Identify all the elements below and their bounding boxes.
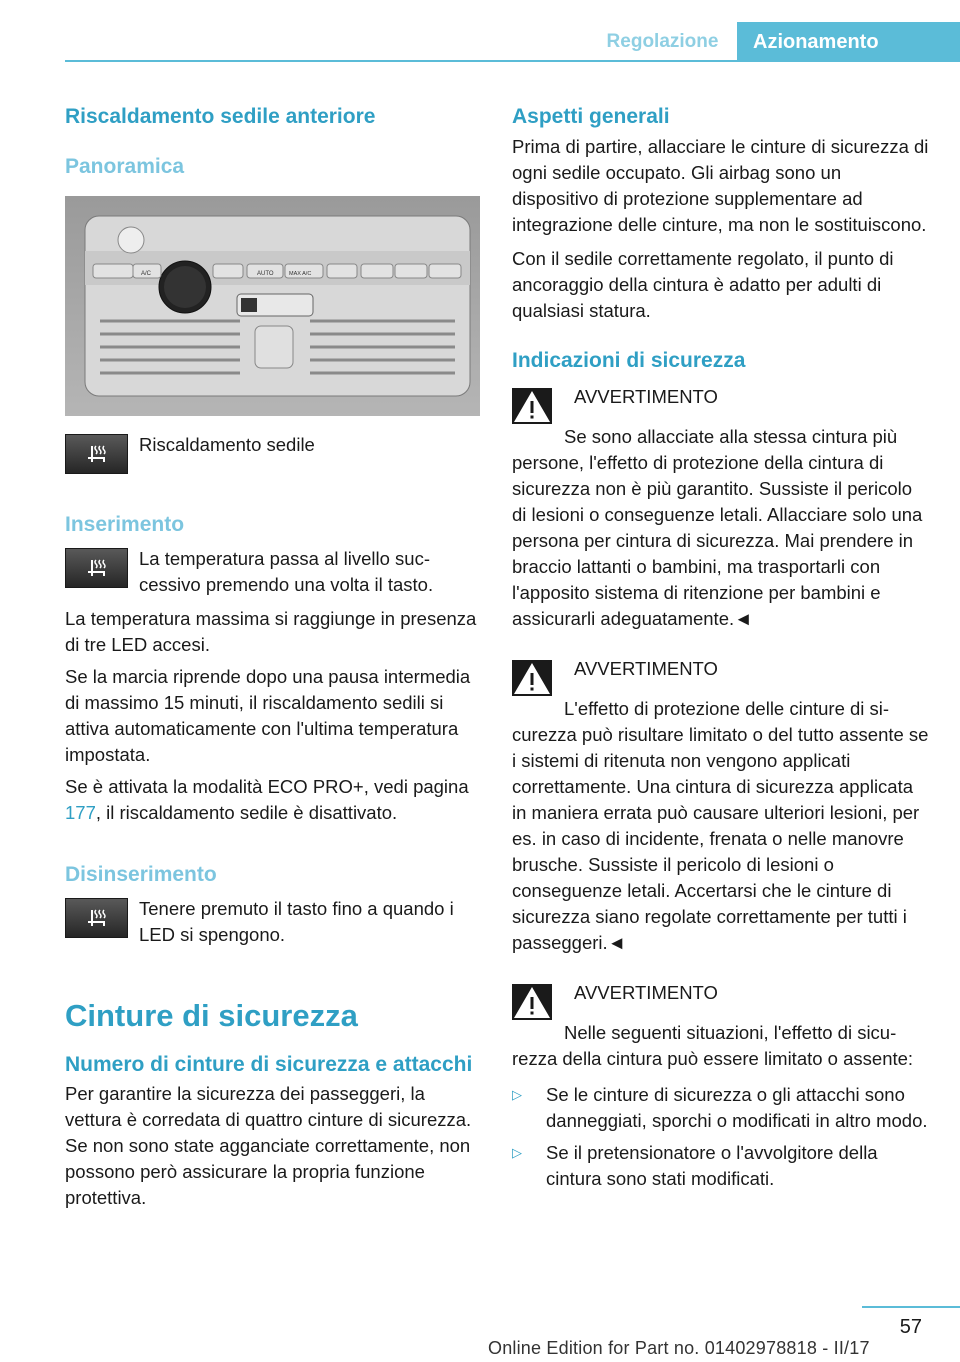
warning-text-1: Se sono allacciate alla stessa cintura più persone, l'effetto di protezione della cintura di sicurezza non è più garantito. Sussiste il pericolo di lesioni o conseguenze letali. Allacciare solo una persona per cintura di sicurezza. Mai prendere in braccio lattanti o bambini, ma trasportarli con l'apposito sistema di ritenzione per bambini e assicurarli adeguatamente.◄ (512, 426, 923, 629)
seat-heat-icon (84, 906, 110, 930)
header-rule (65, 60, 960, 62)
seat-heating-button-icon (65, 548, 128, 588)
warning-triangle-icon (512, 984, 552, 1020)
bullet-text-2: Se il pretensionatore o l'avvolgitore della cintura sono stati modificati. (546, 1142, 878, 1189)
heading-cinture: Cinture di sicurezza (65, 998, 358, 1033)
list-item (512, 1082, 930, 1134)
bullet-triangle-icon: ▷ (512, 1145, 522, 1160)
seat-heating-button-icon (65, 898, 128, 938)
heading-inserimento: Inserimento (65, 513, 185, 536)
warning-block-2 (512, 656, 930, 956)
climate-panel-illustration (65, 196, 480, 416)
seat-heating-caption-row (65, 434, 480, 474)
inserimento-row (65, 548, 480, 598)
warning-icon (512, 388, 552, 424)
disinserimento-text: Tenere premuto il tasto fino a quando i LED si spengono. (139, 898, 454, 945)
warning-triangle-icon (512, 660, 552, 696)
heading-numero-cinture: Numero di cinture di sicurezza e attacchi (65, 1053, 473, 1076)
tab-regolazione[interactable]: Regolazione (606, 31, 719, 52)
warning-text-3: Nelle seguenti situazioni, l'effetto di sicurezza della cintura può essere limitato o assente: (512, 1022, 914, 1069)
seat-heat-icon (84, 442, 110, 466)
warning-triangle-icon (512, 388, 552, 424)
numero-cinture-text: Per garantire la sicurezza dei passeggeri, la vettura è corredata di quattro cinture di sicurezza. Se non sono state agganciate correttamente, non possono però assicurare la propria funzione protettiva. (65, 1083, 472, 1208)
warning-icon (512, 660, 552, 696)
inserimento-p3-a: Se è attivata la modalità ECO PRO+, vedi pagina (65, 776, 469, 797)
tab-azionamento[interactable]: Azionamento (737, 22, 960, 61)
bullet-text-1: Se le cinture di sicurezza o gli attacchi sono danneggiati, sporchi o modificati in altro modo. (546, 1084, 928, 1131)
right-column (512, 102, 930, 1192)
inserimento-p3 (65, 774, 480, 826)
inserimento-text: La temperatura passa al livello successivo premendo una volta il tasto. (139, 548, 434, 595)
inserimento-p1: La temperatura massima si raggiunge in presenza di tre LED accesi. (65, 608, 477, 655)
warning-label: AVVERTIMENTO (574, 386, 718, 407)
warning-label: AVVERTIMENTO (574, 658, 718, 679)
seat-heating-button-icon (65, 434, 128, 474)
seat-heating-caption: Riscaldamento sedile (139, 434, 315, 455)
bullet-triangle-icon: ▷ (512, 1087, 522, 1102)
warning-label: AVVERTIMENTO (574, 982, 718, 1003)
aspetti-p2: Con il sedile correttamente regolato, il punto di ancoraggio della cintura è adatto per adulti di qualsiasi statura. (512, 248, 894, 321)
climate-panel-photo (65, 196, 480, 416)
page-number: 57 (899, 1316, 922, 1338)
warning-text-2: L'effetto di protezione delle cinture di sicurezza può risultare limitato o del tutto assente se i sistemi di ritenuta non vengono applicati correttamente. Una cintura di sicurezza applicata in maniera errata può causare ulteriori lesioni, per es. in caso di incidente, frenata o nelle manovre brusche. Sussiste il pericolo di lesioni o conseguenze letali. Accertarsi che le cinture di sicurezza siano regolate correttamente per tutti i passeggeri.◄ (512, 698, 929, 953)
page-link[interactable]: 177 (65, 802, 96, 823)
inserimento-p2: Se la marcia riprende dopo una pausa intermedia di massimo 15 minuti, il riscaldamento sedili si attiva automaticamente con l'ultima temperatura impostata. (65, 666, 471, 765)
ac-label: A/C (141, 271, 152, 277)
inserimento-p3-b: , il riscaldamento sedile è disattivato. (95, 802, 398, 823)
edition-footer: Online Edition for Part no. 01402978818 - II/17 (488, 1338, 870, 1358)
heading-panoramica: Panoramica (65, 155, 185, 178)
max-label: MAX A/C (289, 271, 312, 277)
heading-disinserimento: Disinserimento (65, 863, 217, 886)
heading-indicazioni: Indicazioni di sicurezza (512, 349, 746, 372)
heading-aspetti-generali: Aspetti generali (512, 105, 670, 128)
heading-riscaldamento: Riscaldamento sedile anteriore (65, 105, 376, 128)
auto-label: AUTO (257, 271, 274, 277)
seat-heat-icon (84, 556, 110, 580)
warning-block-1 (512, 384, 930, 632)
left-column (65, 102, 480, 1211)
warning-block-3 (512, 980, 930, 1192)
aspetti-p1: Prima di partire, allacciare le cinture di sicurezza di ogni sedile occupato. Gli airbag sono un dispositivo di protezione supplementare ad integrazione delle cinture, ma non le sostituiscono. (512, 136, 929, 235)
warning-icon (512, 984, 552, 1020)
disinserimento-row (65, 898, 480, 948)
list-item (512, 1140, 930, 1192)
page-number-rule (862, 1306, 960, 1308)
